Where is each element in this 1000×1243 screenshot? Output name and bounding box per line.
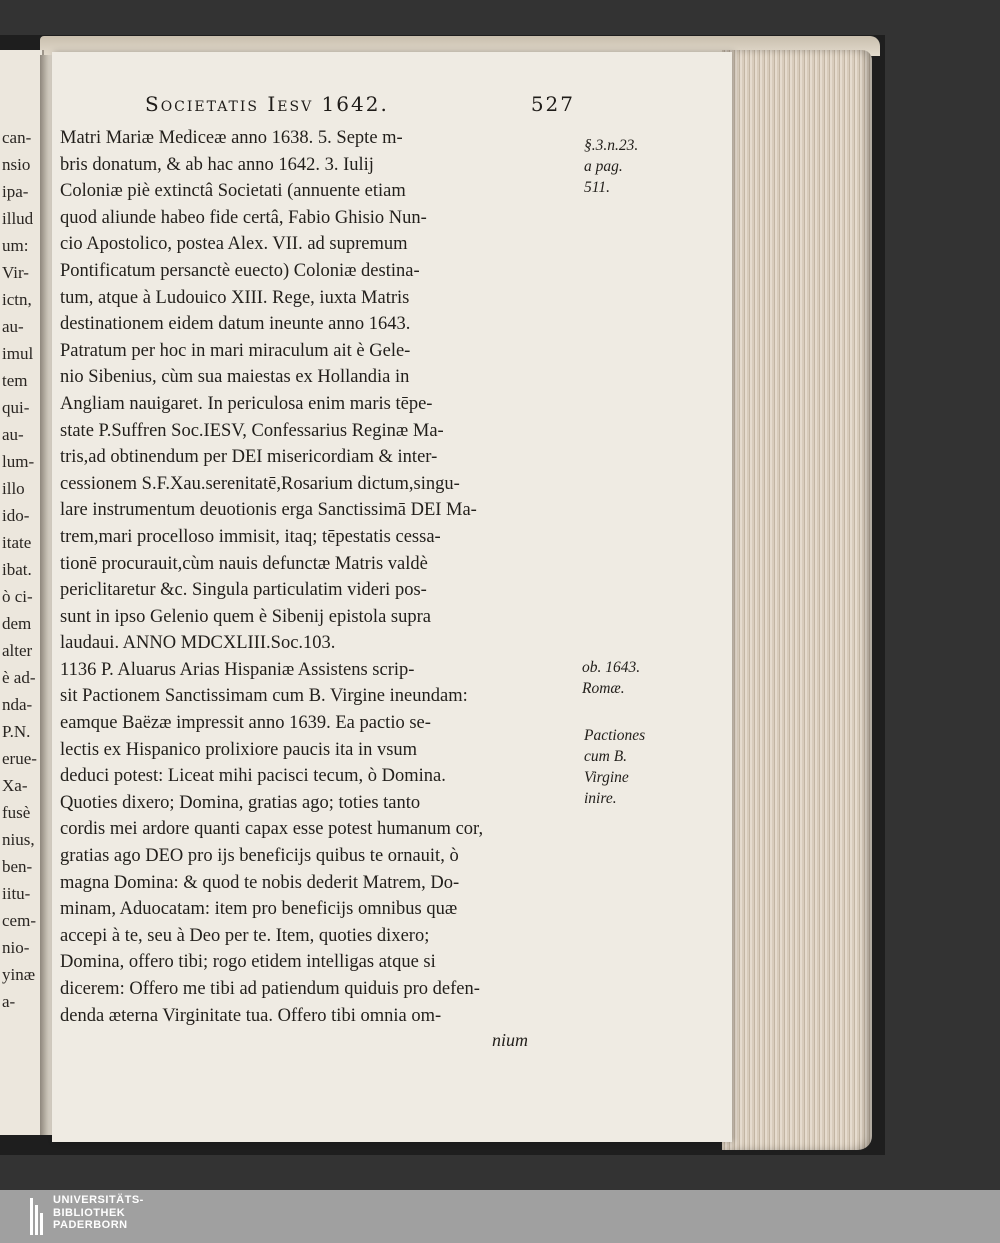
left-page-fragment: ictn,: [2, 290, 32, 309]
text-line: denda æterna Virginitate tua. Offero tibi omnia om-: [60, 1005, 442, 1026]
text-line: cio Apostolico, postea Alex. VII. ad supremum: [60, 234, 408, 255]
text-line: tum, atque à Ludouico XIII. Rege, iuxta Matris: [60, 287, 410, 308]
left-page-fragment: tem: [2, 371, 28, 390]
logo-line: UNIVERSITÄTS-: [53, 1194, 144, 1206]
left-page-fragment: imul: [2, 344, 34, 363]
text-line: Angliam nauigaret. In periculosa enim maris tēpe-: [60, 393, 433, 414]
text-line: cordis mei ardore quanti capax esse potest humanum cor,: [60, 819, 484, 840]
left-page-fragment: ben-: [2, 857, 33, 876]
left-page-fragment: ibat.: [2, 560, 32, 579]
margin-note-line: Virgine: [584, 769, 629, 786]
text-line: 1136 P. Aluarus Arias Hispaniæ Assistens scrip-: [60, 659, 415, 680]
left-page-fragment: nio-: [2, 938, 30, 957]
text-line: Coloniæ piè extinctâ Societati (annuente etiam: [60, 181, 406, 202]
text-line: lare instrumentum deuotionis erga Sanctissimā DEI Ma-: [60, 500, 477, 521]
left-page-fragment: ipa-: [2, 182, 29, 201]
text-line: accepi à te, seu à Deo per te. Item, quoties dixero;: [60, 925, 430, 946]
text-line: cessionem S.F.Xau.serenitatē,Rosarium dictum,singu-: [60, 473, 460, 494]
text-line: Patratum per hoc in mari miraculum ait è Gele-: [60, 340, 411, 361]
left-page-fragment: nius,: [2, 830, 35, 849]
text-line: eamque Baëzæ impressit anno 1639. Ea pactio se-: [60, 713, 431, 734]
text-line: sunt in ipso Gelenio quem è Sibenij epistola supra: [60, 606, 431, 627]
page-number: 527: [530, 92, 575, 116]
margin-note-reference: [584, 135, 638, 198]
left-page-fragment: yinæ: [2, 965, 36, 984]
margin-note-pactiones: [584, 725, 645, 809]
text-line: deduci potest: Liceat mihi pacisci tecum, ò Domina.: [60, 766, 446, 787]
margin-note-obit: [582, 657, 640, 699]
text-line: bris donatum, & ab hac anno 1642. 3. Iulij: [60, 154, 374, 175]
text-line: state P.Suffren Soc.IESV, Confessarius Reginæ Ma-: [60, 420, 444, 441]
left-page-fragment: è ad-: [2, 668, 36, 687]
margin-note-line: §.3.n.23.: [584, 137, 639, 154]
left-page-fragment: iitu-: [2, 884, 31, 903]
left-page-fragment: illo: [2, 479, 25, 498]
text-line: quod aliunde habeo fide certâ, Fabio Ghisio Nun-: [60, 207, 427, 228]
logo-line: BIBLIOTHEK: [53, 1206, 126, 1219]
text-line: Quoties dixero; Domina, gratias ago; toties tanto: [60, 792, 421, 813]
left-page-fragment: itate: [2, 533, 32, 552]
library-logo-text: [53, 1194, 144, 1232]
running-head-title: Societatis Iesv 1642.: [145, 92, 389, 116]
text-line: trem,mari procelloso immisit, itaq; tēpestatis cessa-: [60, 526, 441, 547]
left-page-fragment: a-: [2, 992, 16, 1011]
running-head: [145, 92, 575, 122]
left-page-fragment: illud: [2, 209, 34, 228]
text-line: dicerem: Offero me tibi ad patiendum quiduis pro defen-: [60, 979, 480, 999]
margin-note-line: Pactiones: [584, 727, 646, 744]
text-line: Matri Mariæ Mediceæ anno 1638. 5. Septe m-: [60, 128, 403, 148]
text-line: laudaui. ANNO MDCXLIII.Soc.103.: [60, 633, 336, 654]
margin-note-line: Romæ.: [582, 680, 625, 697]
logo-line: PADERBORN: [53, 1219, 128, 1231]
left-page-fragment: alter: [2, 641, 33, 660]
text-line: nio Sibenius, cùm sua maiestas ex Hollandia in: [60, 367, 410, 388]
left-page-fragment: fusè: [2, 803, 31, 822]
text-line: gratias ago DEO pro ijs beneficijs quibus te ornauit, ò: [60, 846, 459, 867]
page-edges: [722, 50, 872, 1150]
margin-note-line: ob. 1643.: [582, 659, 641, 676]
left-page-fragment: qui-: [2, 398, 30, 417]
left-page: [0, 50, 44, 1135]
text-line: Pontificatum persanctè euecto) Coloniæ destina-: [60, 260, 420, 281]
left-page-fragment: cem-: [2, 911, 36, 930]
left-page-fragment: Xa-: [2, 776, 28, 795]
left-page-fragment: erue-: [2, 749, 37, 768]
library-logo-icon: [30, 1198, 46, 1235]
left-page-fragment: can-: [2, 128, 32, 147]
text-line: destinationem eidem datum ineunte anno 1643.: [60, 314, 411, 335]
margin-note-line: inire.: [584, 790, 617, 807]
left-page-fragment: Vir-: [2, 263, 29, 282]
left-page-fragment: lum-: [2, 452, 35, 471]
left-page-fragment: um:: [2, 236, 29, 255]
text-line: lectis ex Hispanico prolixiore paucis ita in vsum: [60, 739, 418, 760]
left-page-fragment: dem: [2, 614, 32, 633]
margin-note-line: cum B.: [584, 748, 628, 765]
text-line: minam, Aduocatam: item pro beneficijs omnibus quæ: [60, 899, 458, 920]
left-page-fragment: ido-: [2, 506, 30, 525]
left-page-fragment: au-: [2, 425, 24, 444]
left-page-fragment: nsio: [2, 155, 31, 174]
catchword: nium: [492, 1030, 528, 1050]
left-page-fragment: nda-: [2, 695, 33, 714]
text-line: Domina, offero tibi; rogo etidem intelligas atque si: [60, 952, 436, 973]
left-page-fragment: au-: [2, 317, 24, 336]
margin-note-line: a pag.: [584, 158, 623, 175]
body-text: [60, 125, 580, 1029]
left-page-fragment: P.N.: [2, 722, 31, 741]
text-line: tionē procurauit,cùm nauis defunctæ Matris valdè: [60, 553, 428, 574]
text-line: periclitaretur &c. Singula particulatim videri pos-: [60, 580, 427, 601]
library-footer: [0, 1190, 1000, 1243]
text-line: magna Domina: & quod te nobis dederit Matrem, Do-: [60, 872, 460, 893]
left-page-fragment: ò ci-: [2, 587, 33, 606]
margin-note-line: 511.: [584, 179, 610, 196]
text-line: tris,ad obtinendum per DEI misericordiam & inter-: [60, 447, 438, 468]
text-line: sit Pactionem Sanctissimam cum B. Virgine ineundam:: [60, 686, 468, 707]
